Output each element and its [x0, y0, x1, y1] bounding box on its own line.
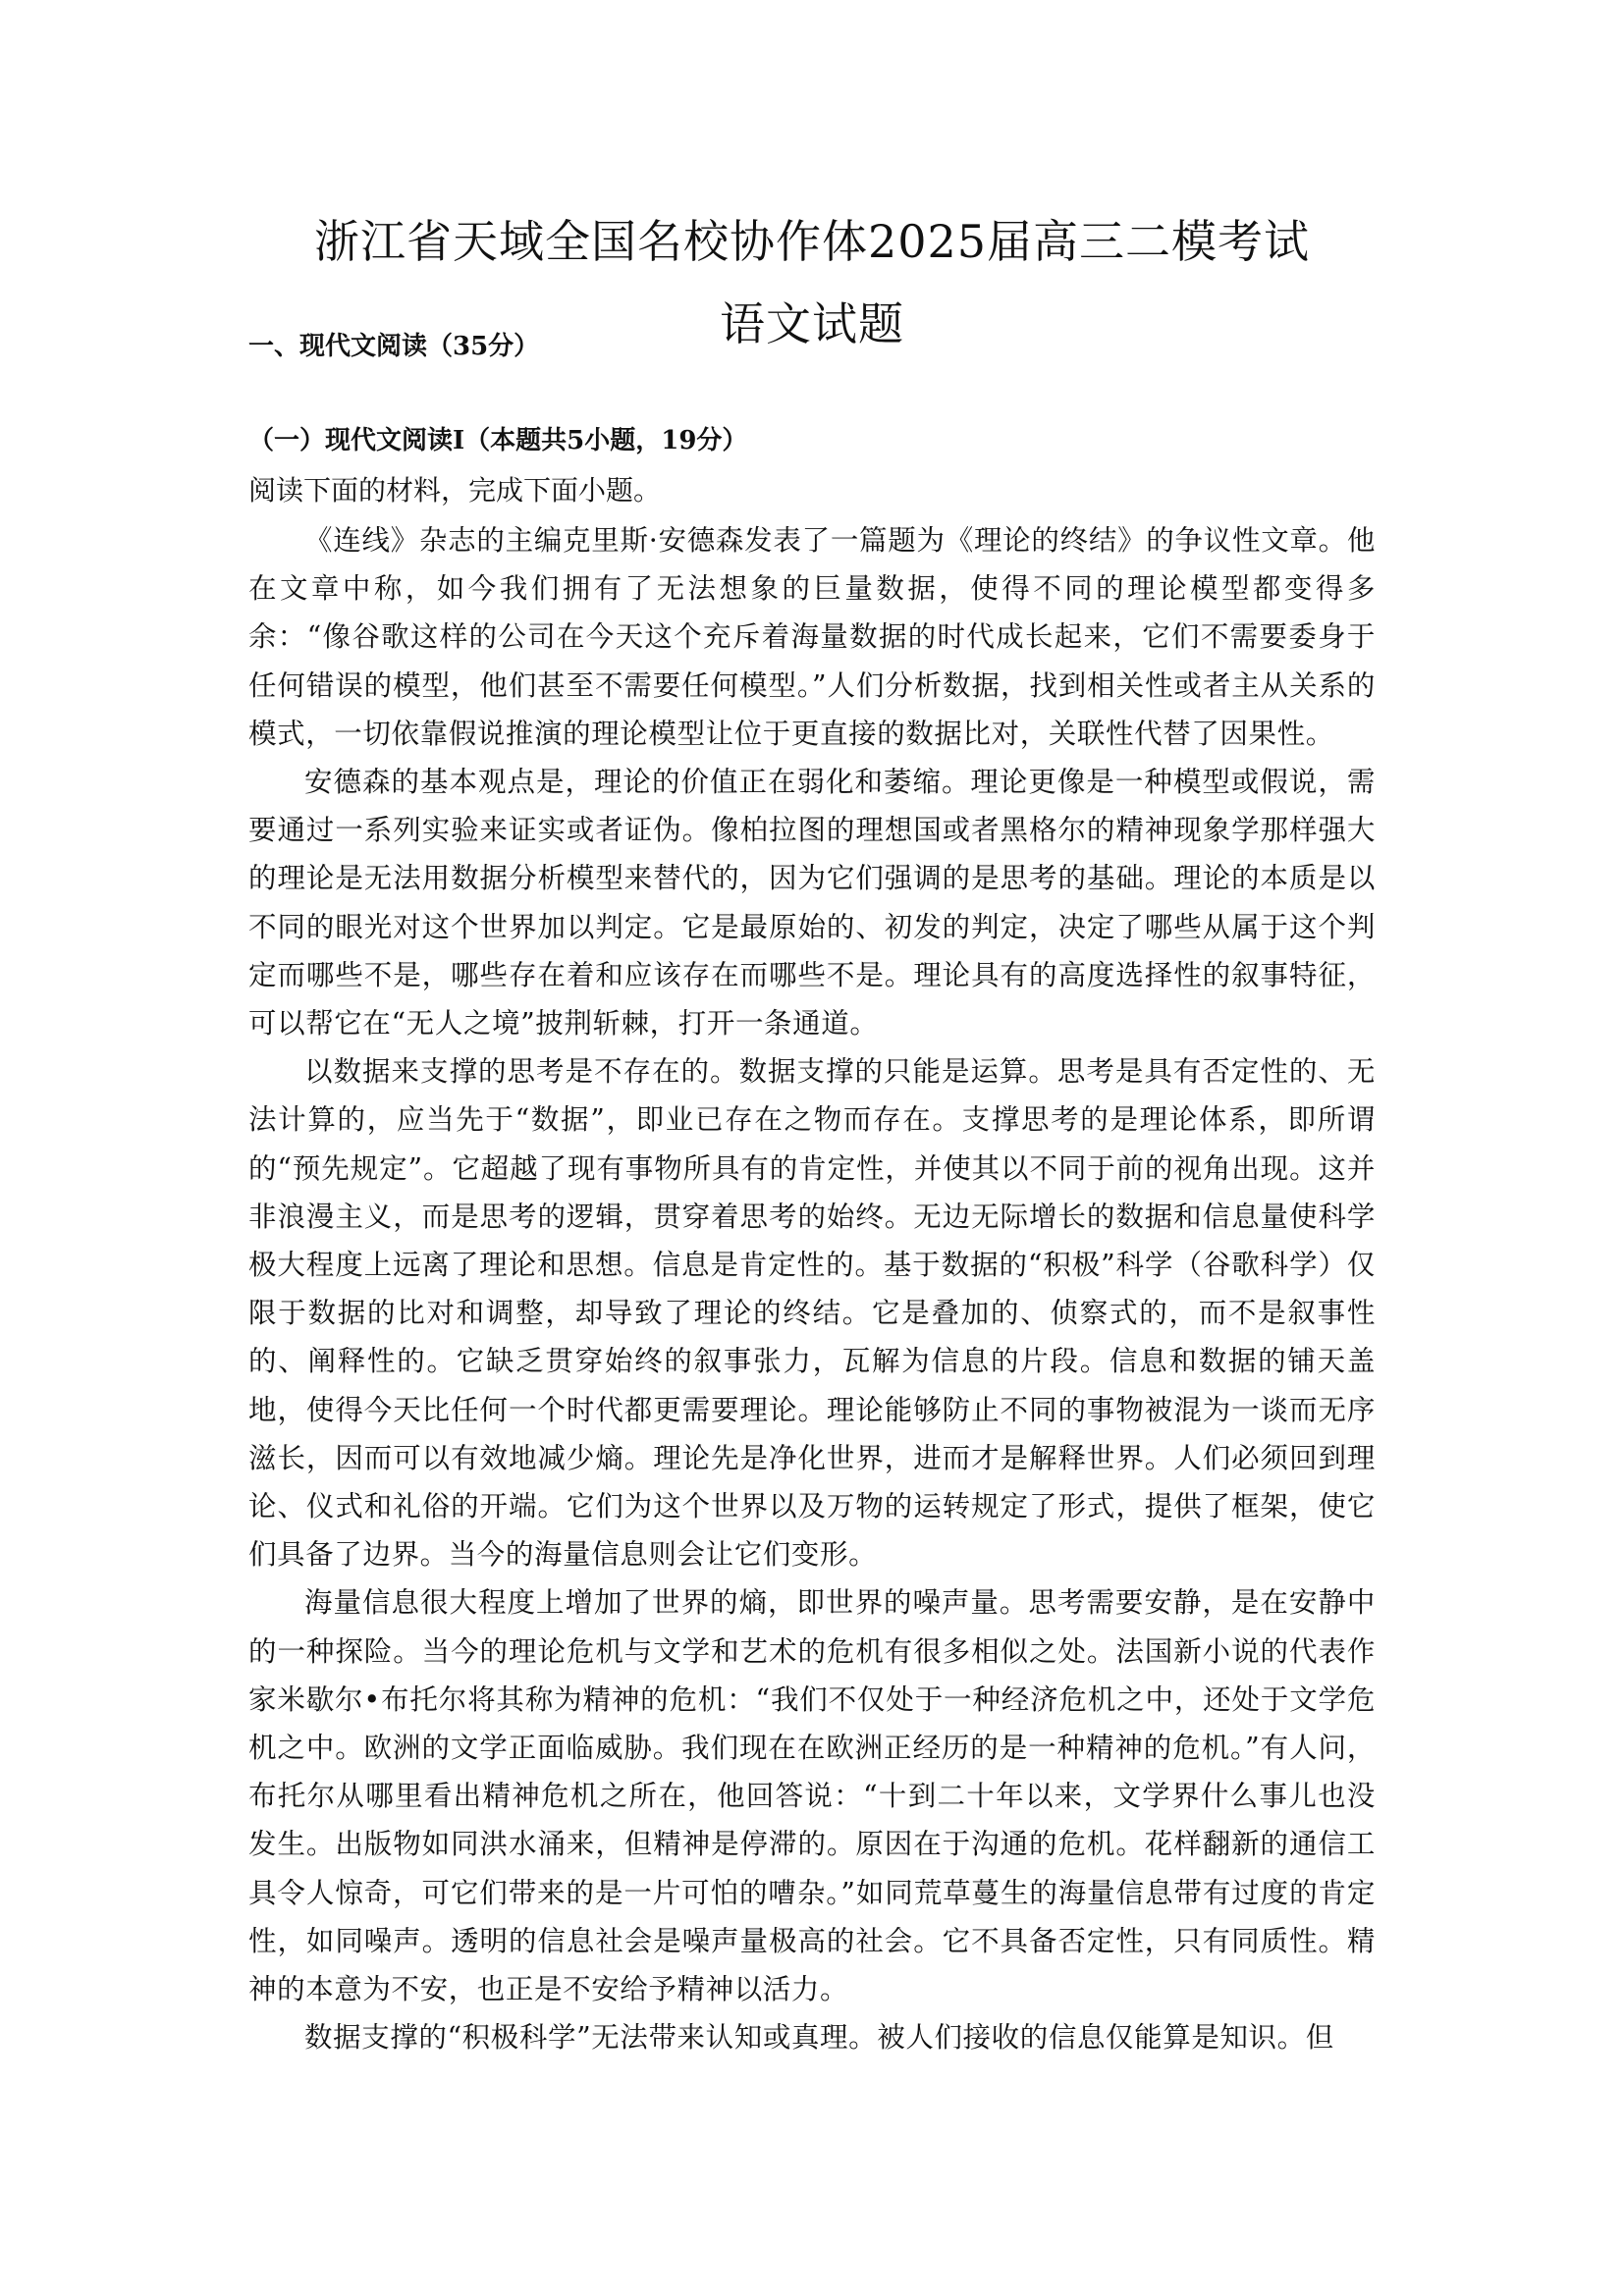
passage-paragraph: 数据支撑的“积极科学”无法带来认知或真理。被人们接收的信息仅能算是知识。但: [304, 2021, 1334, 2055]
passage-paragraph: 《连线》杂志的主编克里斯·安德森发表了一篇题为《理论的终结》的争议性文章。他在文章中称，如今我们拥有了无法想象的巨量数据，使得不同的理论模型都变得多余：“像谷歌这样的公司在今天这个充斥着海量数据的时代成长起来，它们不需要委身于任何错误的模型，他们甚至不需要任何模型。”人们分析数据，找到相关性或者主从关系的模式，一切依靠假说推演的理论模型让位于更直接的数据比对，关联性代替了因果性。: [248, 524, 1376, 750]
section-heading: 一、现代文阅读（35分）: [248, 332, 540, 361]
passage-paragraph: 以数据来支撑的思考是不存在的。数据支撑的只能是运算。思考是具有否定性的、无法计算的，应当先于“数据”，即业已存在之物而存在。支撑思考的是理论体系，即所谓的“预先规定”。它超越了现有事物所具有的肯定性，并使其以不同于前的视角出现。这并非浪漫主义，而是思考的逻辑，贯穿着思考的始终。无边无际增长的数据和信息量使科学极大程度上远离了理论和思想。信息是肯定性的。基于数据的“积极”科学（谷歌科学）仅限于数据的比对和调整，却导致了理论的终结。它是叠加的、侦察式的，而不是叙事性的、阐释性的。它缺乏贯穿始终的叙事张力，瓦解为信息的片段。信息和数据的铺天盖地，使得今天比任何一个时代都更需要理论。理论能够防止不同的事物被混为一谈而无序滋长，因而可以有效地减少熵。理论先是净化世界，进而才是解释世界。人们必须回到理论、仪式和礼俗的开端。它们为这个世界以及万物的运转规定了形式，提供了框架，使它们具备了边界。当今的海量信息则会让它们变形。: [248, 1055, 1376, 1572]
subsection-heading: （一）现代文阅读Ⅰ（本题共5小题，19分）: [248, 426, 748, 455]
exam-title: 浙江省天域全国名校协作体2025届高三二模考试: [313, 215, 1311, 268]
passage-paragraph: 海量信息很大程度上增加了世界的熵，即世界的噪声量。思考需要安静，是在安静中的一种探险。当今的理论危机与文学和艺术的危机有很多相似之处。法国新小说的代表作家米歇尔•布托尔将其称为精神的危机：“我们不仅处于一种经济危机之中，还处于文学危机之中。欧洲的文学正面临威胁。我们现在在欧洲正经历的是一种精神的危机。”有人问，布托尔从哪里看出精神危机之所在，他回答说：“十到二十年以来，文学界什么事儿也没发生。出版物如同洪水涌来，但精神是停滞的。原因在于沟通的危机。花样翻新的通信工具令人惊奇，可它们带来的是一片可怕的嘈杂。”如同荒草蔓生的海量信息带有过度的肯定性，如同噪声。透明的信息社会是噪声量极高的社会。它不具备否定性，只有同质性。精神的本意为不安，也正是不安给予精神以活力。: [248, 1586, 1376, 2006]
reading-instruction: 阅读下面的材料，完成下面小题。: [248, 474, 662, 507]
exam-subtitle: 语文试题: [720, 297, 904, 350]
passage-paragraph: 安德森的基本观点是，理论的价值正在弱化和萎缩。理论更像是一种模型或假说，需要通过一系列实验来证实或者证伪。像柏拉图的理想国或者黑格尔的精神现象学那样强大的理论是无法用数据分析模型来替代的，因为它们强调的是思考的基础。理论的本质是以不同的眼光对这个世界加以判定。它是最原始的、初发的判定，决定了哪些从属于这个判定而哪些不是，哪些存在着和应该存在而哪些不是。理论具有的高度选择性的叙事特征，可以帮它在“无人之境”披荆斩棘，打开一条通道。: [248, 766, 1376, 1041]
reading-passage: [248, 516, 1376, 2062]
